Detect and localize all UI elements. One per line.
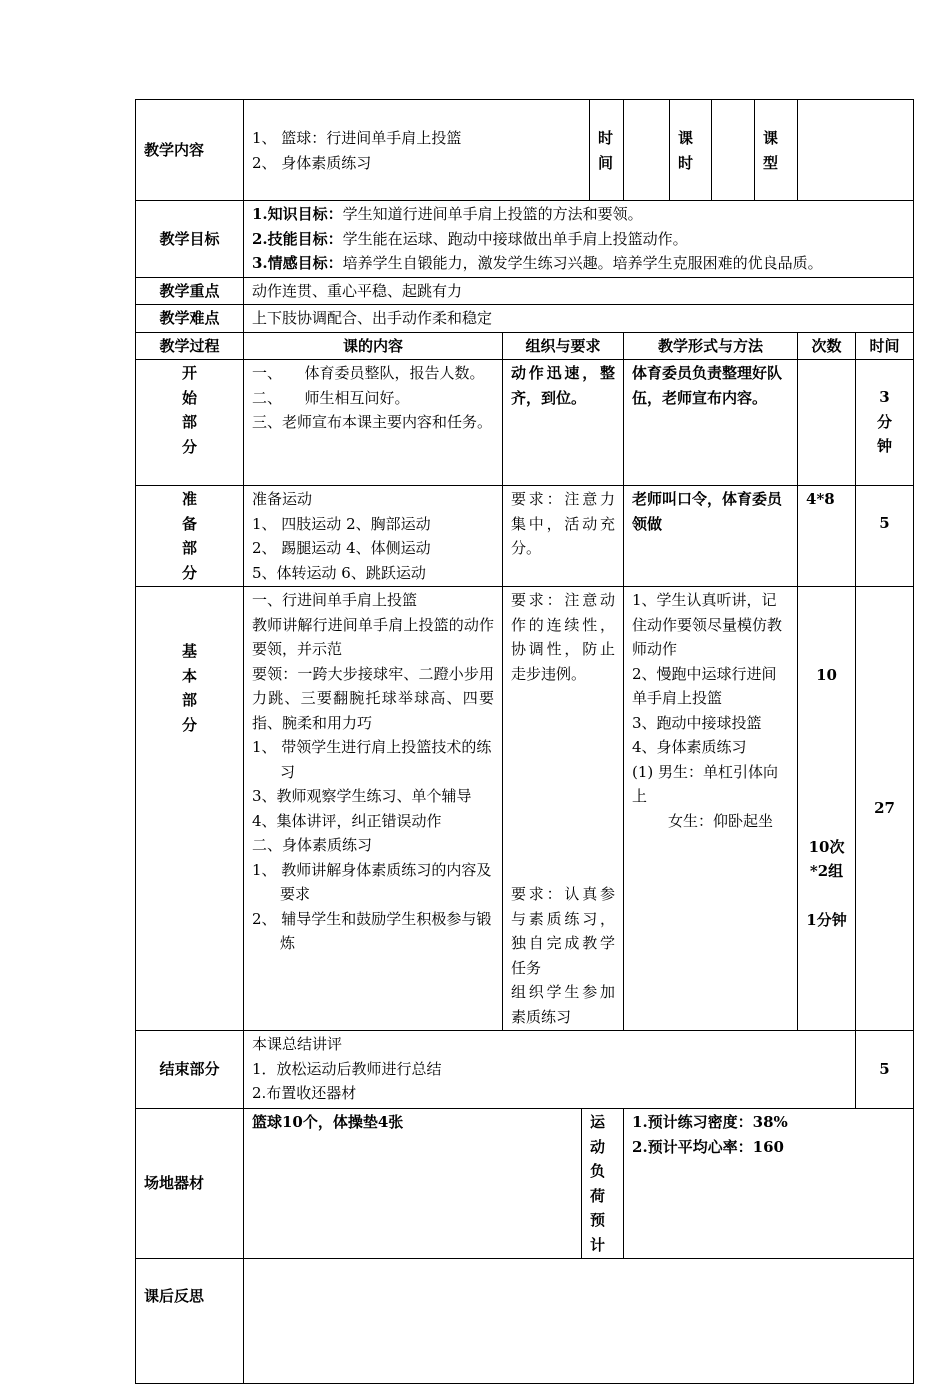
content-item: 2、 身体素质练习 <box>252 153 372 172</box>
type-label: 课 型 <box>755 100 798 201</box>
prepare-count: 4*8 <box>798 486 856 587</box>
content-label: 教学内容 <box>136 100 244 201</box>
method-item: 4、身体素质练习 <box>632 738 747 756</box>
ending-label: 结束部分 <box>136 1031 244 1109</box>
start-method: 体育委员负责整理好队伍，老师宣布内容。 <box>624 360 798 486</box>
header-content: 课的内容 <box>244 332 503 360</box>
objectives-label: 教学目标 <box>136 201 244 278</box>
method-item: 女生：仰卧起坐 <box>668 811 774 830</box>
method-item: 1、学生认真听讲，记住动作要领尽量模仿教师动作 <box>632 591 783 658</box>
ending-time: 5 <box>856 1031 914 1109</box>
focus-text: 动作连贯、重心平稳、起跳有力 <box>244 277 914 305</box>
list-item: 准备运动 <box>252 490 313 508</box>
objectives-row <box>136 201 914 278</box>
start-label: 开 始 部 分 <box>136 360 244 486</box>
prepare-label: 准 备 部 分 <box>136 486 244 587</box>
objective-item: 1.知识目标：学生知道行进间单手肩上投篮的方法和要领。 <box>252 205 643 223</box>
equipment-text: 篮球10个，体操垫4张 <box>244 1109 582 1259</box>
method-item: (1) 男生：单杠引体向上 <box>632 762 779 805</box>
prepare-organization: 要求：注意力集中，活动充分。 <box>503 486 624 587</box>
list-item: 5、体转运动 6、跳跃运动 <box>252 563 426 582</box>
time-value <box>624 100 670 201</box>
ending-content <box>244 1031 856 1109</box>
load-forecast: 1.预计练习密度：38% 2.预计平均心率：160 <box>624 1109 914 1259</box>
list-item: 1、 四肢运动 2、胸部运动 <box>252 514 431 533</box>
requirement-item: 要求：认真参与素质练习，独自完成教学任务 <box>511 885 616 977</box>
list-item: 1．放松运动后教师进行总结 <box>252 1059 442 1078</box>
list-item: 本课总结讲评 <box>252 1035 343 1053</box>
basic-organization <box>503 587 624 1031</box>
basic-content <box>244 587 503 1031</box>
list-item: 一、 体育委员整队，报告人数。 <box>252 364 485 382</box>
prepare-content <box>244 486 503 587</box>
basic-time: 27 <box>856 587 914 1031</box>
list-item: 一、行进间单手肩上投篮 <box>252 591 418 609</box>
requirement-item: 组织学生参加素质练习 <box>511 983 616 1026</box>
content-row <box>136 100 914 201</box>
method-item: 3、跑动中接球投篮 <box>632 713 762 732</box>
header-count: 次数 <box>798 332 856 360</box>
objectives-list <box>244 201 914 278</box>
ending-row <box>136 1031 914 1109</box>
equipment-label: 场地器材 <box>136 1109 244 1259</box>
reflection-label: 课后反思 <box>136 1259 244 1384</box>
start-count <box>798 360 856 486</box>
list-item: 2、 辅导学生和鼓励学生积极参与锻炼 <box>252 909 492 952</box>
start-organization: 动作迅速，整齐，到位。 <box>503 360 624 486</box>
difficulty-label: 教学难点 <box>136 305 244 333</box>
equipment-row <box>136 1109 914 1259</box>
header-time: 时间 <box>856 332 914 360</box>
content-items <box>244 100 590 201</box>
reflection-row <box>136 1259 914 1384</box>
prepare-time: 5 <box>856 486 914 587</box>
list-item: 三、老师宣布本课主要内容和任务。 <box>252 413 493 431</box>
basic-label: 基 本 部 分 <box>136 587 244 1031</box>
content-item: 1、 篮球：行进间单手肩上投篮 <box>252 129 462 147</box>
prepare-row <box>136 486 914 587</box>
start-content <box>244 360 503 486</box>
reflection-text <box>244 1259 914 1384</box>
focus-label: 教学重点 <box>136 277 244 305</box>
list-item: 二、 师生相互问好。 <box>252 388 410 407</box>
hours-value <box>712 100 755 201</box>
lesson-plan-page <box>135 99 913 1384</box>
list-item: 要领：一跨大步接球牢、二蹬小步用力跳、三要翻腕托球举球高、四要指、腕柔和用力巧 <box>252 664 494 732</box>
header-organization: 组织与要求 <box>503 332 624 360</box>
process-header-row <box>136 332 914 360</box>
basic-row <box>136 587 914 1031</box>
prepare-method: 老师叫口令，体育委员领做 <box>624 486 798 587</box>
list-item: 2.布置收还器材 <box>252 1084 357 1102</box>
focus-row <box>136 277 914 305</box>
time-label: 时 间 <box>590 100 624 201</box>
list-item: 1、 带领学生进行肩上投篮技术的练习 <box>252 738 492 781</box>
method-item: 2、慢跑中运球行进间单手肩上投篮 <box>632 664 777 707</box>
list-item: 3、教师观察学生练习、单个辅导 <box>252 787 472 805</box>
objective-item: 2.技能目标：学生能在运球、跑动中接球做出单手肩上投篮动作。 <box>252 229 688 248</box>
difficulty-row <box>136 305 914 333</box>
start-row <box>136 360 914 486</box>
list-item: 1、 教师讲解身体素质练习的内容及要求 <box>252 860 492 903</box>
header-process: 教学过程 <box>136 332 244 360</box>
type-value <box>798 100 914 201</box>
basic-method <box>624 587 798 1031</box>
list-item: 教师讲解行进间单手肩上投篮的动作要领，并示范 <box>252 615 494 658</box>
lesson-plan-table <box>135 99 914 1384</box>
list-item: 二、身体素质练习 <box>252 836 373 854</box>
basic-count: 10 10次 *2组 1分钟 <box>798 587 856 1031</box>
load-label: 运动 负荷 预计 <box>582 1109 624 1259</box>
objective-item: 3.情感目标：培养学生自锻能力，激发学生练习兴趣。培养学生克服困难的优良品质。 <box>252 254 823 272</box>
difficulty-text: 上下肢协调配合、出手动作柔和稳定 <box>244 305 914 333</box>
start-time: 3 分 钟 <box>856 360 914 486</box>
header-method: 教学形式与方法 <box>624 332 798 360</box>
hours-label: 课 时 <box>670 100 712 201</box>
requirement-item: 要求：注意动作的连续性，协调性，防止走步违例。 <box>511 591 616 683</box>
list-item: 4、集体讲评，纠正错误动作 <box>252 811 442 830</box>
list-item: 2、 踢腿运动 4、体侧运动 <box>252 539 431 557</box>
